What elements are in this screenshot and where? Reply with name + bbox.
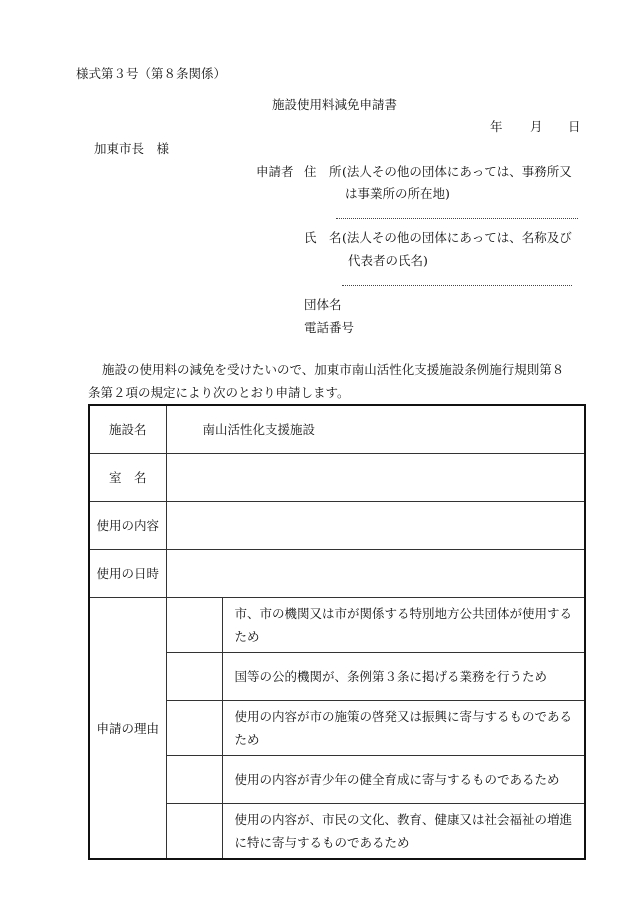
address-note-line1: (法人その他の団体にあっては、事務所又 <box>342 164 572 179</box>
address-entry-line[interactable] <box>336 218 578 219</box>
reason-text-4: 使用の内容が青少年の健全育成に寄与するものであるため <box>222 755 585 803</box>
group-name-label: 団体名 <box>304 297 342 312</box>
address-label: 住 所 <box>304 164 342 179</box>
reason-checkbox-5[interactable] <box>166 803 222 859</box>
application-table <box>88 404 586 860</box>
reason-checkbox-3[interactable] <box>166 700 222 755</box>
form-number: 様式第３号（第８条関係） <box>76 66 227 81</box>
page-title: 施設使用料減免申請書 <box>272 97 398 112</box>
facility-name-label: 施設名 <box>89 405 166 453</box>
room-name-label: 室 名 <box>89 453 166 501</box>
name-entry-line[interactable] <box>342 285 572 286</box>
reason-checkbox-1[interactable] <box>166 597 222 652</box>
usage-content-field[interactable] <box>166 501 585 549</box>
reason-text-3: 使用の内容が市の施策の啓発又は振興に寄与するものであるため <box>222 700 585 755</box>
name-note-line1: (法人その他の団体にあっては、名称及び <box>342 230 572 245</box>
date-day: 日 <box>568 119 581 134</box>
reason-checkbox-4[interactable] <box>166 755 222 803</box>
phone-label: 電話番号 <box>304 320 355 335</box>
room-name-field[interactable] <box>166 453 585 501</box>
date-month: 月 <box>530 119 543 134</box>
date-year: 年 <box>490 119 503 134</box>
reason-text-1: 市、市の機関又は市が関係する特別地方公共団体が使用するため <box>222 597 585 652</box>
reason-label: 申請の理由 <box>89 597 166 859</box>
name-label: 氏 名 <box>304 230 342 245</box>
addressee: 加東市長 様 <box>94 141 170 156</box>
reason-text-5: 使用の内容が、市民の文化、教育、健康又は社会福祉の増進に特に寄与するものであるため <box>222 803 585 859</box>
reason-checkbox-2[interactable] <box>166 652 222 700</box>
usage-datetime-label: 使用の日時 <box>89 549 166 597</box>
address-note-line2: は事業所の所在地) <box>345 186 450 201</box>
usage-datetime-field[interactable] <box>166 549 585 597</box>
applicant-label: 申請者 <box>256 164 294 179</box>
facility-name-value[interactable]: 南山活性化支援施設 <box>166 405 585 453</box>
body-text-line1: 施設の使用料の減免を受けたいので、加東市南山活性化支援施設条例施行規則第８ <box>102 362 565 377</box>
body-text-line2: 条第２項の規定により次のとおり申請します。 <box>88 385 350 400</box>
name-note-line2: 代表者の氏名) <box>348 253 428 268</box>
reason-text-2: 国等の公的機関が、条例第３条に掲げる業務を行うため <box>222 652 585 700</box>
usage-content-label: 使用の内容 <box>89 501 166 549</box>
